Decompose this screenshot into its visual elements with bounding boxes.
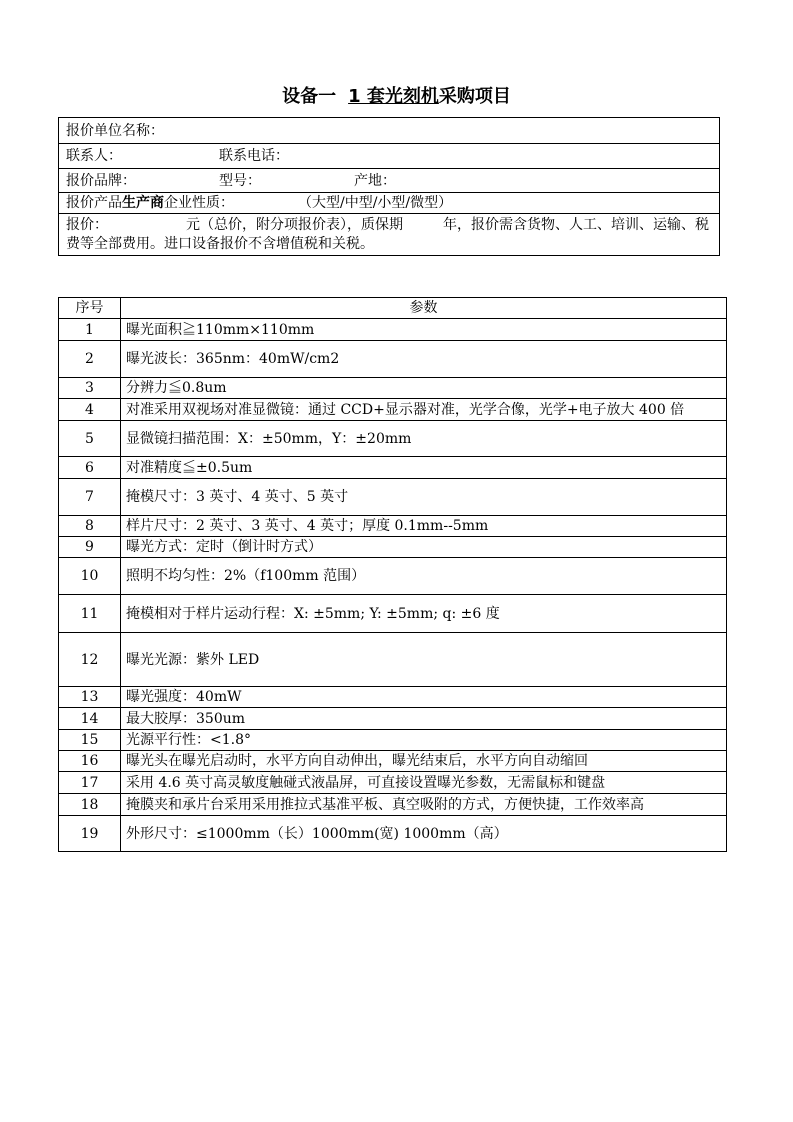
spec-table: [58, 297, 727, 852]
nature-label: [66, 194, 298, 212]
spec-row-number: 17: [59, 772, 121, 794]
spec-row-number: 15: [59, 730, 121, 751]
spec-row: [59, 595, 727, 633]
info-cell-brand: [59, 169, 720, 193]
spec-row-param: 外形尺寸：≤1000mm（长）1000mm(宽) 1000mm（高）: [121, 816, 727, 852]
spec-row: [59, 558, 727, 595]
info-row-nature: [59, 193, 720, 214]
quote-info-table: [58, 117, 720, 256]
spec-row-param: 显微镜扫描范围：X：±50mm，Y：±20mm: [121, 421, 727, 457]
spec-row-param: 最大胶厚：350um: [121, 708, 727, 730]
price-suffix: 年，报价需含货物、人工、培训、运输、税费等全部费用。进口设备报价不含增值税和关税。: [66, 216, 709, 252]
spec-row-param: 曝光面积≧110mm×110mm: [121, 319, 727, 341]
spec-row-number: 9: [59, 537, 121, 558]
origin-label: 产地：: [354, 172, 396, 189]
spec-row: [59, 772, 727, 794]
spec-row: [59, 341, 727, 378]
info-cell-company: [59, 118, 720, 144]
spec-row: [59, 794, 727, 816]
spec-row-number: 18: [59, 794, 121, 816]
spec-row-param: 曝光强度：40mW: [121, 687, 727, 708]
spec-row: [59, 479, 727, 516]
price-label: 报价：: [66, 216, 108, 233]
spec-row: [59, 708, 727, 730]
spec-row-number: 12: [59, 633, 121, 687]
spec-row: [59, 687, 727, 708]
spec-row-param: 对准精度≦±0.5um: [121, 457, 727, 479]
spec-row-param: 对准采用双视场对准显微镜：通过 CCD+显示器对准，光学合像，光学+电子放大 400 倍: [121, 399, 727, 421]
spec-row: [59, 399, 727, 421]
spec-row-param: 采用 4.6 英寸高灵敏度触碰式液晶屏，可直接设置曝光参数，无需鼠标和键盘: [121, 772, 727, 794]
spec-row-param: 曝光头在曝光启动时，水平方向自动伸出，曝光结束后，水平方向自动缩回: [121, 751, 727, 772]
spec-row: [59, 516, 727, 537]
spec-row-number: 16: [59, 751, 121, 772]
spec-row: [59, 751, 727, 772]
spec-row-number: 8: [59, 516, 121, 537]
title-suffix: 采购项目: [438, 86, 511, 107]
info-cell-nature: [59, 193, 720, 214]
spec-row-number: 1: [59, 319, 121, 341]
spec-row-number: 7: [59, 479, 121, 516]
spec-row: [59, 378, 727, 399]
spec-row-number: 4: [59, 399, 121, 421]
nature-suffix: 企业性质：: [164, 195, 234, 211]
title-prefix: 设备一: [282, 86, 337, 107]
brand-label: 报价品牌：: [66, 172, 136, 189]
spec-row-param: 掩模尺寸：3 英寸、4 英寸、5 英寸: [121, 479, 727, 516]
spec-row-param: 曝光光源：紫外 LED: [121, 633, 727, 687]
info-row-brand: [59, 169, 720, 193]
contact-label: 联系人：: [66, 148, 122, 164]
spec-row: [59, 319, 727, 341]
header-param: 参数: [121, 298, 727, 319]
nature-bold: 生产商: [122, 195, 164, 211]
price-middle: 元（总价，附分项报价表），质保期: [186, 216, 403, 233]
spec-row-param: 曝光波长：365nm：40mW/cm2: [121, 341, 727, 378]
spec-row-number: 2: [59, 341, 121, 378]
spec-row-number: 19: [59, 816, 121, 852]
spec-row: [59, 633, 727, 687]
spec-row-param: 掩模相对于样片运动行程：X: ±5mm; Y: ±5mm; q: ±6 度: [121, 595, 727, 633]
spec-table-body: [59, 319, 727, 852]
spec-row: [59, 730, 727, 751]
spec-row: [59, 816, 727, 852]
nature-options: （大型/中型/小型/微型）: [298, 195, 453, 211]
phone-label: 联系电话：: [219, 148, 289, 164]
spec-row-param: 样片尺寸：2 英寸、3 英寸、4 英寸；厚度 0.1mm--5mm: [121, 516, 727, 537]
spec-row-number: 5: [59, 421, 121, 457]
info-row-company: [59, 118, 720, 144]
model-label: 型号：: [219, 172, 261, 189]
spec-row-number: 11: [59, 595, 121, 633]
spec-row-param: 分辨力≦0.8um: [121, 378, 727, 399]
spec-row-param: 照明不均匀性：2%（f100mm 范围）: [121, 558, 727, 595]
spec-row-number: 6: [59, 457, 121, 479]
info-cell-contact: [59, 144, 720, 169]
spec-row-param: 曝光方式：定时（倒计时方式）: [121, 537, 727, 558]
spec-row-param: 掩膜夹和承片台采用采用推拉式基准平板、真空吸附的方式，方便快捷，工作效率高: [121, 794, 727, 816]
company-label: 报价单位名称：: [66, 122, 164, 139]
info-row-price: [59, 214, 720, 256]
spec-row-number: 10: [59, 558, 121, 595]
spec-row: [59, 421, 727, 457]
spec-header-row: [59, 298, 727, 319]
page-title: [0, 86, 793, 108]
title-underlined: 1 套光刻机: [348, 86, 439, 107]
nature-prefix: 报价产品: [66, 195, 122, 211]
spec-row: [59, 537, 727, 558]
header-no: 序号: [59, 298, 121, 319]
spec-row-number: 14: [59, 708, 121, 730]
spec-row-number: 13: [59, 687, 121, 708]
spec-row-number: 3: [59, 378, 121, 399]
spec-row-param: 光源平行性：<1.8°: [121, 730, 727, 751]
info-row-contact: [59, 144, 720, 169]
spec-row: [59, 457, 727, 479]
info-cell-price: [59, 214, 720, 256]
